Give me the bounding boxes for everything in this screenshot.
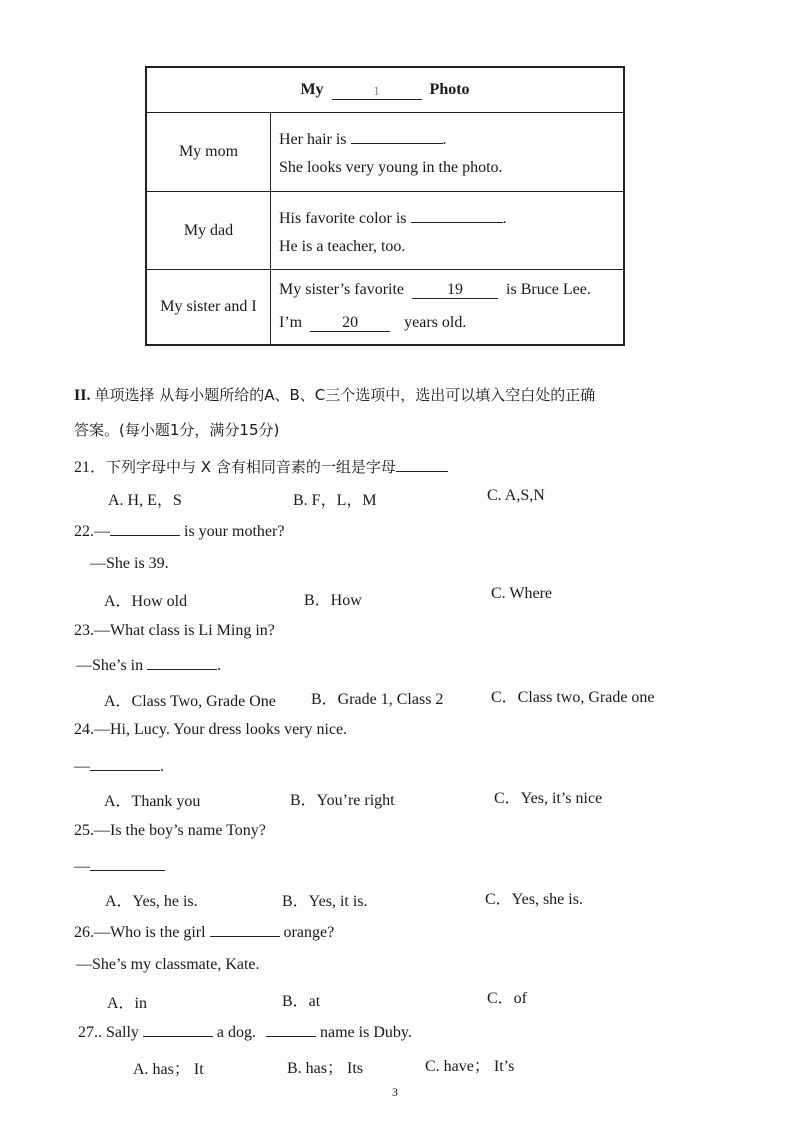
question-22-reply: —She is 39.	[90, 555, 169, 572]
answer-blank[interactable]	[110, 521, 180, 536]
question-22: 22.— is your mother?	[74, 523, 285, 540]
table-title-left: My	[300, 81, 324, 98]
option-c[interactable]: C．of	[487, 990, 528, 1007]
option-c[interactable]: C．Class two, Grade one	[491, 689, 655, 706]
answer-blank[interactable]: 20	[310, 314, 390, 332]
option-a[interactable]: A．Yes, he is.	[105, 893, 198, 910]
table-row-sister	[147, 270, 623, 344]
option-a[interactable]: A. H, E，S	[108, 492, 182, 509]
row-label: My dad	[147, 192, 271, 269]
row-label: My sister and I	[147, 270, 271, 344]
table-title-right: Photo	[429, 81, 470, 98]
row-label: My mom	[147, 113, 271, 191]
answer-blank[interactable]	[396, 457, 448, 472]
option-a[interactable]: A. has； It	[133, 1061, 204, 1078]
option-c[interactable]: C. A,S,N	[487, 487, 545, 504]
table-title-blank: 1	[332, 83, 422, 100]
option-b[interactable]: B．at	[282, 993, 321, 1010]
option-a[interactable]: A．Thank you	[104, 793, 201, 810]
option-c[interactable]: C．Yes, she is.	[485, 891, 583, 908]
answer-blank[interactable]	[411, 205, 503, 223]
answer-blank[interactable]	[266, 1022, 316, 1037]
answer-blank[interactable]	[351, 126, 443, 144]
question-26-reply: —She’s my classmate, Kate.	[76, 956, 260, 973]
option-a[interactable]: A．How old	[104, 593, 188, 610]
row-line: Her hair is .	[279, 126, 447, 149]
question-23: 23.—What class is Li Ming in?	[74, 622, 275, 639]
option-b[interactable]: B．How	[304, 592, 362, 609]
row-line: I’m 20 years old.	[279, 314, 467, 331]
answer-blank[interactable]	[210, 922, 280, 937]
question-24: 24.—Hi, Lucy. Your dress looks very nice.	[74, 721, 348, 738]
option-c[interactable]: C. Where	[491, 585, 553, 602]
option-b[interactable]: B．You’re right	[290, 792, 395, 809]
row-line: His favorite color is .	[279, 205, 507, 228]
answer-blank[interactable]	[90, 756, 160, 771]
answer-blank[interactable]	[143, 1022, 213, 1037]
row-line: He is a teacher, too.	[279, 238, 406, 255]
option-b[interactable]: B. F，L，M	[293, 492, 377, 509]
section-title: II. 单项选择 从每小题所给的A、B、C三个选项中，选出可以填入空白处的正确	[74, 386, 596, 404]
option-b[interactable]: B．Grade 1, Class 2	[311, 691, 444, 708]
option-b[interactable]: B．Yes, it is.	[282, 893, 368, 910]
photo-table	[145, 66, 625, 346]
answer-blank[interactable]	[90, 856, 165, 871]
option-c[interactable]: C. have； It’s	[425, 1058, 515, 1075]
row-line: She looks very young in the photo.	[279, 159, 503, 176]
question-23-reply: —She’s in .	[76, 657, 222, 674]
answer-blank[interactable]: 19	[412, 281, 498, 299]
question-27: 27.. Sally a dog. name is Duby.	[78, 1024, 412, 1041]
question-26: 26.—Who is the girl orange?	[74, 924, 335, 941]
row-line: My sister’s favorite 19 is Bruce Lee.	[279, 281, 591, 298]
question-21: 21．下列字母中与 X 含有相同音素的一组是字母	[74, 454, 448, 477]
option-a[interactable]: A．Class Two, Grade One	[104, 693, 276, 710]
table-row-dad	[147, 192, 623, 270]
option-c[interactable]: C．Yes, it’s nice	[494, 790, 603, 807]
option-b[interactable]: B. has； Its	[287, 1060, 364, 1077]
question-24-reply: — .	[74, 758, 164, 775]
page-number: 3	[392, 1085, 398, 1099]
option-a[interactable]: A．in	[107, 995, 148, 1012]
question-25-reply: —	[74, 856, 165, 876]
table-row-mom	[147, 113, 623, 192]
section-title-line2: 答案。(每小题1分，满分15分)	[74, 421, 280, 439]
table-title	[147, 68, 623, 113]
question-25: 25.—Is the boy’s name Tony?	[74, 822, 266, 839]
answer-blank[interactable]	[147, 655, 217, 670]
